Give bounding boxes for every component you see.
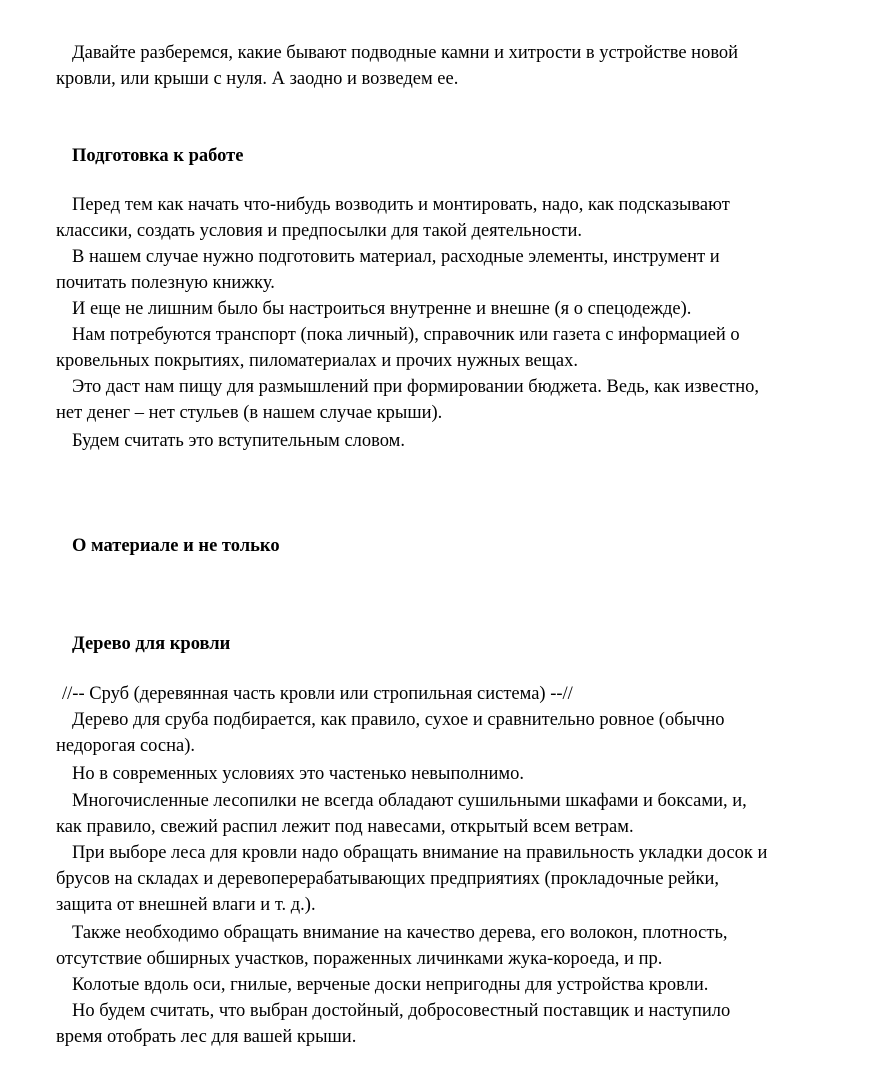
text-line: Колотые вдоль оси, гнилые, верченые доски непригодны для устройства кровли. (72, 975, 709, 995)
text-line: кровельных покрытиях, пиломатериалах и прочих нужных вещах. (56, 351, 578, 371)
paragraph (56, 840, 836, 918)
text-line: Также необходимо обращать внимание на качество дерева, его волокон, плотность, (72, 923, 728, 943)
text-line: Будем считать это вступительным словом. (72, 431, 405, 451)
section-heading-wood: Дерево для кровли (72, 634, 231, 654)
text-line: При выборе леса для кровли надо обращать внимание на правильность укладки досок и (72, 843, 768, 863)
text-line: Но будем считать, что выбран достойный, добросовестный поставщик и наступило (72, 1001, 731, 1021)
paragraph (56, 761, 836, 787)
paragraph (56, 972, 836, 998)
paragraph (56, 322, 836, 374)
intro-paragraph (56, 40, 836, 92)
text-line: В нашем случае нужно подготовить материал, расходные элементы, инструмент и (72, 247, 720, 267)
paragraph (56, 428, 836, 454)
text-line: недорогая сосна). (56, 736, 195, 756)
text-line: Дерево для сруба подбирается, как правило, сухое и сравнительно ровное (обычно (72, 710, 725, 730)
text-line: нет денег – нет стульев (в нашем случае крыши). (56, 403, 443, 423)
text-line: классики, создать условия и предпосылки для такой деятельности. (56, 221, 583, 241)
paragraph (56, 192, 836, 244)
text-line: Многочисленные лесопилки не всегда обладают сушильными шкафами и боксами, и, (72, 791, 747, 811)
text-line: Перед тем как начать что-нибудь возводить и монтировать, надо, как подсказывают (72, 195, 730, 215)
paragraph (56, 788, 836, 840)
section-heading-preparation: Подготовка к работе (72, 146, 244, 166)
subsection-marker: //-- Сруб (деревянная часть кровли или стропильная система) --// (62, 684, 573, 704)
paragraph (56, 244, 836, 296)
text-line: Давайте разберемся, какие бывают подводные камни и хитрости в устройстве новой (72, 43, 739, 63)
paragraph (56, 707, 836, 759)
paragraph (56, 998, 836, 1050)
text-line: время отобрать лес для вашей крыши. (56, 1027, 357, 1047)
paragraph (56, 374, 836, 426)
text-line: Это даст нам пищу для размышлений при формировании бюджета. Ведь, как известно, (72, 377, 760, 397)
text-line: отсутствие обширных участков, пораженных личинками жука-короеда, и пр. (56, 949, 663, 969)
text-line: брусов на складах и деревоперерабатывающих предприятиях (прокладочные рейки, (56, 869, 720, 889)
paragraph (56, 920, 836, 972)
text-line: Но в современных условиях это частенько невыполнимо. (72, 764, 524, 784)
text-line: защита от внешней влаги и т. д.). (56, 895, 316, 915)
text-line: кровли, или крыши с нуля. А заодно и возведем ее. (56, 69, 459, 89)
section-heading-material: О материале и не только (72, 536, 280, 556)
text-line: Нам потребуются транспорт (пока личный), справочник или газета с информацией о (72, 325, 740, 345)
text-line: почитать полезную книжку. (56, 273, 275, 293)
text-line: И еще не лишним было бы настроиться внутренне и внешне (я о спецодежде). (72, 299, 692, 319)
paragraph (56, 296, 836, 322)
text-line: как правило, свежий распил лежит под навесами, открытый всем ветрам. (56, 817, 634, 837)
